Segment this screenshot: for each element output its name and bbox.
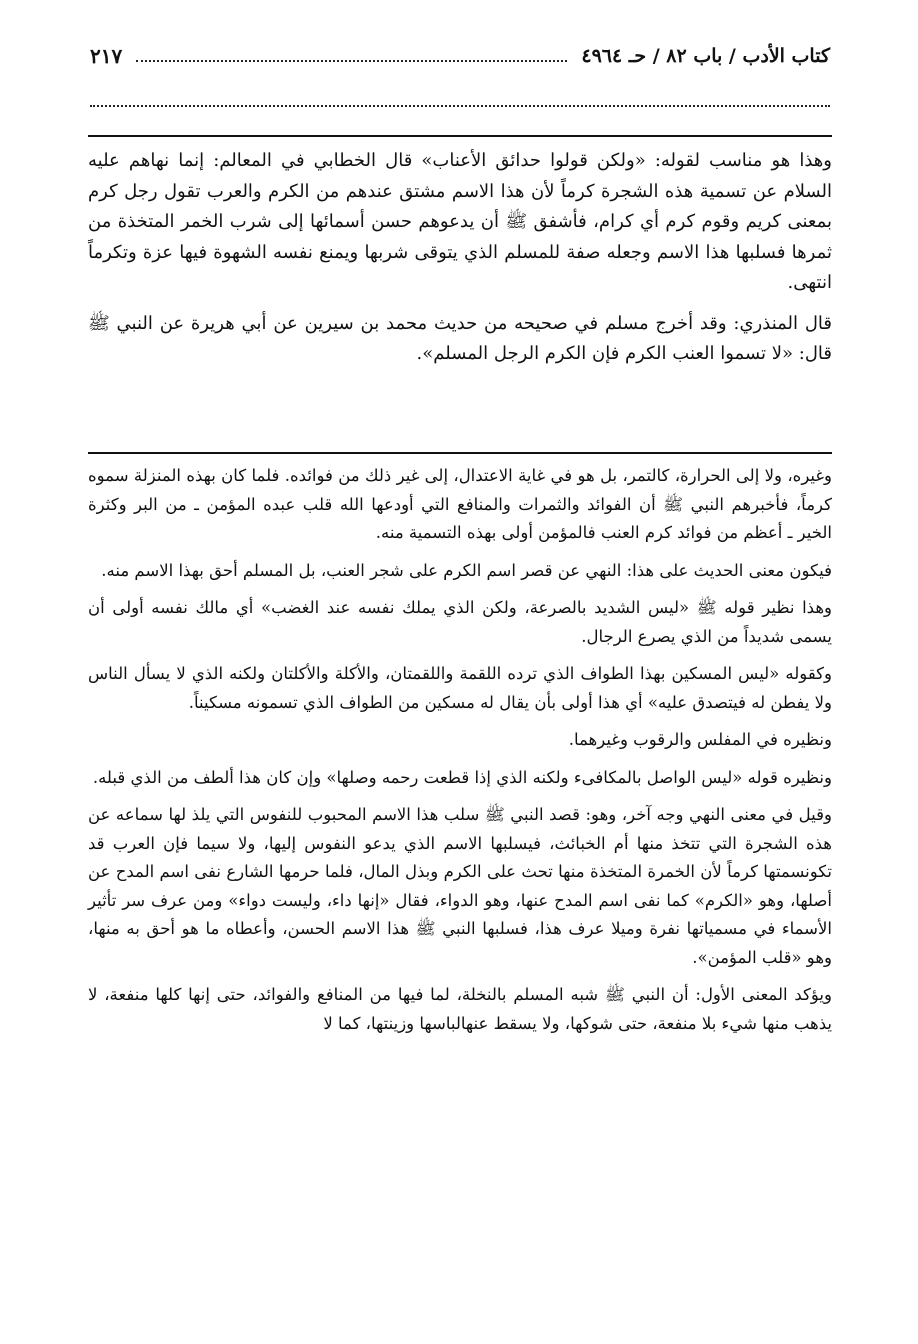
commentary-paragraph: وقيل في معنى النهي وجه آخر، وهو: قصد النبي ﷺ سلب هذا الاسم المحبوب للنفوس التي يلذ لها سماعه عن هذه الشجرة التي تتخذ منها أم الخبائث، فيسلبها الاسم الذي يدعو النفوس إليها، ولا سيما فإن العرب قد تكونسمتها كرماً لأن الخمرة المتخذة منها تحث على الكرم وبذل المال، فلما حرمها الشارع نفى اسم المدح عن أصلها، وهو «الكرم» كما نفى اسم المدح عنها، وهو الدواء، فقال «إنها داء، وليست دواء» ومن عرف سر تأثير الأسماء في مسمياتها نفرة وميلا عرف هذا، فسلبها النبي ﷺ هذا الاسم الحسن، وأعطاه ما هو أحق به منها، وهو «قلب المؤمن». xyxy=(88,805,832,967)
main-paragraph: قال المنذري: وقد أخرج مسلم في صحيحه من حديث محمد بن سيرين عن أبي هريرة عن النبي ﷺ قال: «لا تسموا العنب الكرم فإن الكرم الرجل المسلم». xyxy=(88,312,832,364)
dotted-separator xyxy=(90,95,830,107)
commentary-paragraph: ونظيره قوله «ليس الواصل بالمكافىء ولكنه الذي إذا قطعت رحمه وصلها» وإن كان هذا ألطف من الذي قبله. xyxy=(92,767,832,787)
top-rule xyxy=(88,135,832,137)
commentary-paragraph: ويؤكد المعنى الأول: أن النبي ﷺ شبه المسلم بالنخلة، لما فيها من المنافع والفوائد، حتى إنها كلها منفعة، لا يذهب منها شيء بلا منفعة، حتى شوكها، ولا يسقط عنهالباسها وزينتها، كما لا xyxy=(88,985,832,1033)
running-title: كتاب الأدب / باب ٨٢ / حـ ٤٩٦٤ xyxy=(581,45,830,67)
page-header xyxy=(90,38,830,74)
header-dot-leader xyxy=(136,50,567,62)
commentary-paragraph: وغيره، ولا إلى الحرارة، كالتمر، بل هو في غاية الاعتدال، إلى غير ذلك من فوائده. فلما كان بهذه المنزلة سموه كرماً، فأخبرهم النبي ﷺ أن الفوائد والثمرات والمنافع التي أودعها الله قلب عبده المؤمن ـ من البر وكثرة الخير ـ أعظم من فوائد كرم العنب فالمؤمن أولى بهذه التسمية منه. xyxy=(88,466,832,542)
commentary-paragraph: ونظيره في المفلس والرقوب وغيرهما. xyxy=(568,730,832,749)
page-number: ٢١٧ xyxy=(90,44,123,68)
commentary-paragraph: وهذا نظير قوله ﷺ «ليس الشديد بالصرعة، ولكن الذي يملك نفسه عند الغضب» أي مالك نفسه أولى أن يسمى شديداً من الذي يصرع الرجال. xyxy=(88,598,832,646)
main-text-section xyxy=(88,146,832,370)
commentary-section xyxy=(88,462,832,1038)
commentary-rule xyxy=(88,452,832,454)
commentary-paragraph: فيكون معنى الحديث على هذا: النهي عن قصر اسم الكرم على شجر العنب، بل المسلم أحق بهذا الاسم منه. xyxy=(101,560,832,580)
commentary-paragraph: وكقوله «ليس المسكين بهذا الطواف الذي ترده اللقمة واللقمتان، والأكلة والأكلتان ولكنه الذي لا يسأل الناس ولا يفطن له فيتصدق عليه» أي هذا أولى بأن يقال له مسكين من الطواف الذي تسمونه مسكيناً. xyxy=(88,664,832,712)
main-paragraph: وهذا هو مناسب لقوله: «ولكن قولوا حدائق الأعناب» قال الخطابي في المعالم: إنما نهاهم عليه السلام عن تسمية هذه الشجرة كرماً لأن هذا الاسم مشتق عندهم من الكرم والعرب تقول رجل كرم بمعنى كريم وقوم كرم أي كرام، فأشفق ﷺ أن يدعوهم حسن أسمائها إلى شرب الخمر المتخذة من ثمرها فسلبها هذا الاسم وجعله صفة للمسلم الذي يتوقى شربها ويمنع نفسه الشهوة فيها عزة وتكرماً انتهى. xyxy=(88,150,832,293)
